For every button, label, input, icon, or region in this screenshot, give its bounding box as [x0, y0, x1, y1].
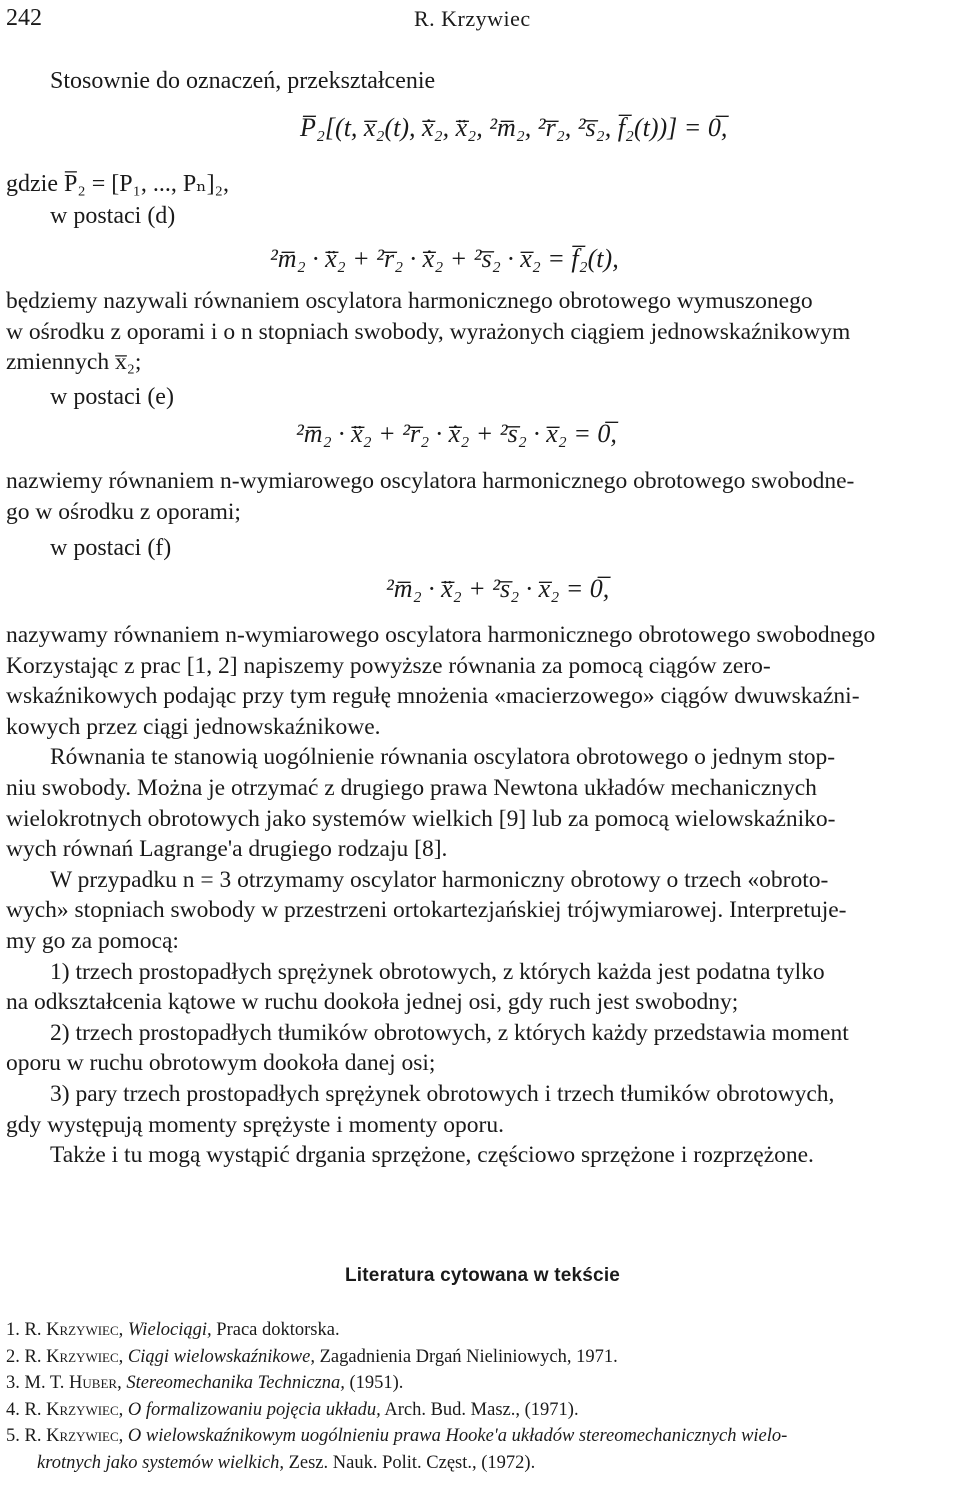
text-line: w ośrodku z oporami i o n stopniach swobody, wyrażonych ciągiem jednowskaźnikowym — [6, 318, 851, 345]
reference-source: Praca doktorska. — [216, 1320, 340, 1340]
postaci-f-label: w postaci (f) — [50, 535, 172, 561]
intro-text: Stosownie do oznaczeń, przekształcenie — [50, 68, 436, 94]
reference-title: O wielowskaźnikowym uogólnieniu prawa Hooke'a układów stereomechanicznych wielo- — [127, 1426, 788, 1446]
reference-author: M. T. Huber, — [24, 1373, 122, 1393]
running-header-author: R. Krzywiec — [414, 6, 531, 31]
reference-number: 5. — [6, 1426, 20, 1446]
reference-author: R. Krzywiec, — [24, 1399, 124, 1420]
equation-d: ²m̅₂ · x̅̈₂ + ²r̅₂ · x̅̇₂ + ²s̅₂ · x̅₂ = f̅₂(t), — [270, 244, 619, 273]
reference-title: Ciągi wielowskaźnikowe, — [127, 1346, 315, 1367]
reference-item — [6, 1370, 958, 1397]
text-line: Także i tu mogą wystąpić drgania sprzężone, częściowo sprzężone i rozprzężone. — [50, 1142, 814, 1169]
paragraph-e — [6, 466, 956, 527]
reference-title: O formalizowaniu pojęcia układu, — [127, 1399, 381, 1420]
text-line: gdy występują momenty sprężyste i momenty oporu. — [6, 1111, 504, 1138]
text-line: 1) trzech prostopadłych sprężynek obrotowych, z których każda jest podatna tylko — [50, 958, 825, 985]
reference-number: 4. — [6, 1399, 20, 1420]
page-number: 242 — [6, 5, 42, 31]
reference-number: 1. — [6, 1320, 20, 1340]
postaci-e-label: w postaci (e) — [50, 384, 174, 410]
reference-item — [6, 1423, 958, 1450]
equation-f: ²m̅₂ · x̅̈₂ + ²s̅₂ · x̅₂ = 0̅, — [386, 574, 610, 603]
reference-author: R. Krzywiec, — [24, 1346, 124, 1367]
text-line: 2) trzech prostopadłych tłumików obrotowych, z których każdy przedstawia moment — [50, 1019, 849, 1046]
text-line: nazwiemy równaniem n-wymiarowego oscylatora harmonicznego obrotowego swobodne- — [6, 468, 855, 494]
postaci-d-label: w postaci (d) — [50, 203, 176, 229]
text-line: na odkształcenia kątowe w ruchu dookoła jednej osi, gdy ruch jest swobodny; — [6, 989, 739, 1016]
reference-source: (1951). — [349, 1373, 404, 1393]
gdzie-line: gdzie P̅₂ = [P₁, ..., Pₙ]₂, — [6, 171, 230, 197]
text-line: Korzystając z prac [1, 2] napiszemy powyższe równania za pomocą ciągów zero- — [6, 652, 771, 679]
text-line: W przypadku n = 3 otrzymamy oscylator harmoniczny obrotowy o trzech «obroto- — [50, 866, 829, 893]
text-line: oporu w ruchu obrotowym dookoła danej osi; — [6, 1050, 436, 1077]
text-line: wskaźnikowych podając przy tym regułę mnożenia «macierzowego» ciągów dwuwskaźni- — [6, 683, 860, 710]
text-line: wielokrotnych obrotowych jako systemów wielkich [9] lub za pomocą wielowskaźniko- — [6, 805, 836, 832]
text-line: 3) pary trzech prostopadłych sprężynek obrotowych i trzech tłumików obrotowych, — [50, 1080, 835, 1107]
paragraph-d — [6, 286, 956, 378]
references-list — [6, 1317, 958, 1476]
reference-author: R. Krzywiec, — [24, 1426, 124, 1446]
equation-transform: P̅₂[(t, x̅₂(t), x̅̇₂, x̅̈₂, ²m̅₂, ²r̅₂, ²s̅₂, f̅₂(t))] = 0̅, — [300, 113, 728, 142]
text-line: wych» stopniach swobody w przestrzeni ortokartezjańskiej trójwymiarowej. Interpretuje- — [6, 897, 847, 924]
text-line: my go za pomocą: — [6, 927, 179, 954]
reference-author: R. Krzywiec, — [24, 1320, 124, 1340]
reference-item-continuation — [6, 1450, 958, 1477]
reference-title: Wielociągi, — [127, 1320, 212, 1340]
text-line: wych równań Lagrange'a drugiego rodzaju [8]. — [6, 836, 448, 863]
reference-item — [6, 1344, 958, 1371]
text-line: kowych przez ciągi jednowskaźnikowe. — [6, 713, 381, 740]
reference-source: Arch. Bud. Masz., (1971). — [384, 1399, 579, 1420]
text-line: go w ośrodku z oporami; — [6, 498, 241, 525]
text-line: będziemy nazywali równaniem oscylatora harmonicznego obrotowego wymuszonego — [6, 288, 813, 314]
reference-source: Zesz. Nauk. Polit. Częst., (1972). — [288, 1452, 536, 1473]
text-line: Równania te stanowią uogólnienie równania oscylatora obrotowego o jednym stop- — [50, 744, 836, 771]
literature-heading: Literatura cytowana w tekście — [345, 1265, 621, 1286]
reference-title: krotnych jako systemów wielkich, — [37, 1452, 284, 1473]
equation-e: ²m̅₂ · x̅̈₂ + ²r̅₂ · x̅̇₂ + ²s̅₂ · x̅₂ = 0̅, — [296, 419, 617, 448]
reference-source: Zagadnienia Drgań Nieliniowych, 1971. — [319, 1346, 618, 1367]
text-line: nazywamy równaniem n-wymiarowego oscylatora harmonicznego obrotowego swobodnego — [6, 622, 876, 648]
reference-number: 3. — [6, 1373, 20, 1393]
reference-number: 2. — [6, 1346, 20, 1367]
reference-title: Stereomechanika Techniczna, — [126, 1373, 345, 1393]
paragraph-f — [6, 620, 956, 1171]
reference-item — [6, 1397, 958, 1424]
reference-item — [6, 1317, 958, 1344]
text-line: zmiennych x̅₂; — [6, 349, 142, 376]
text-line: niu swobody. Można je otrzymać z drugiego prawa Newtona układów mechanicznych — [6, 774, 817, 801]
